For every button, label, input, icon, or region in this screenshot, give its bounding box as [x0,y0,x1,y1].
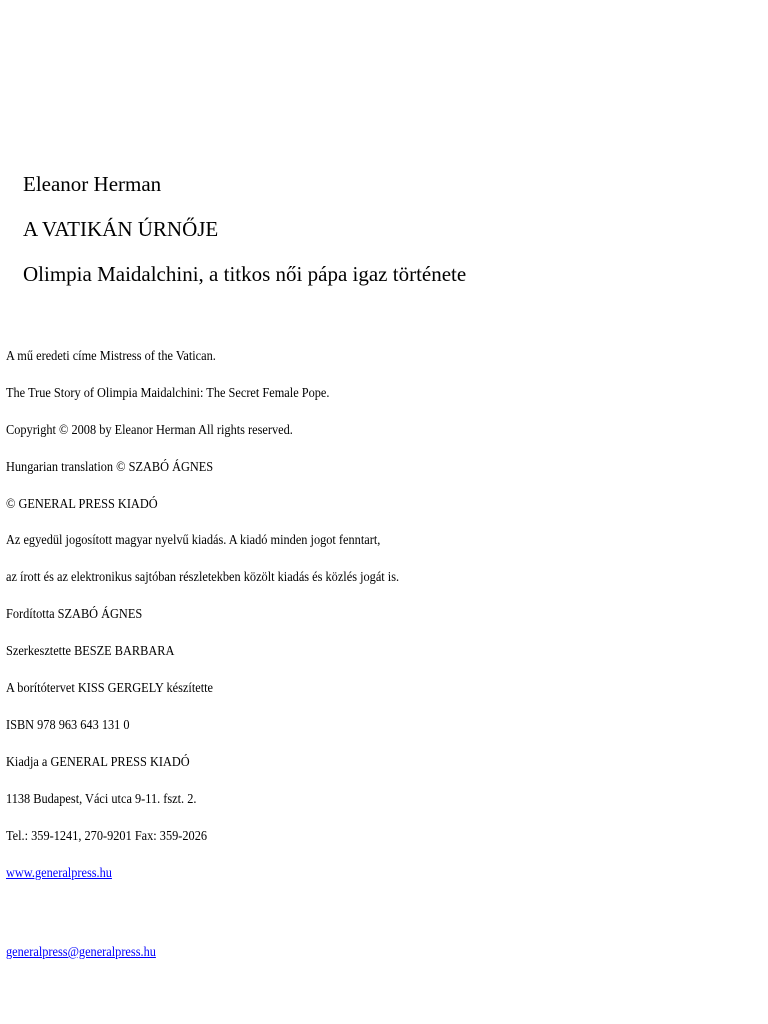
original-title-line: A mű eredeti címe Mistress of the Vatican. [6,349,216,364]
email-link[interactable]: generalpress@generalpress.hu [6,945,156,960]
isbn-line: ISBN 978 963 643 131 0 [6,717,130,733]
website-link[interactable]: www.generalpress.hu [6,866,112,881]
rights-line-1: Az egyedül jogosított magyar nyelvű kiadás. A kiadó minden jogot fenntart, [6,533,381,549]
address-line: 1138 Budapest, Váci utca 9-11. fszt. 2. [6,791,197,807]
publisher-line: Kiadja a GENERAL PRESS KIADÓ [6,754,190,770]
title-block [23,170,466,288]
rights-line-2: az írott és az elektronikus sajtóban részletekben közölt kiadás és közlés jogát is. [6,570,400,586]
author-name: Eleanor Herman [23,172,162,196]
translation-copyright-line: Hungarian translation © SZABÓ ÁGNES [6,459,214,475]
translator-line: Fordította SZABÓ ÁGNES [6,607,143,623]
book-title: A VATIKÁN ÚRNŐJE [23,217,219,241]
editor-line: Szerkesztette BESZE BARBARA [6,644,175,660]
copyright-line: Copyright © 2008 by Eleanor Herman All rights reserved. [6,422,293,438]
cover-designer-line: A borítótervet KISS GERGELY készítette [6,681,214,697]
colophon [6,346,453,862]
publisher-copyright-line: © GENERAL PRESS KIADÓ [6,496,158,512]
original-subtitle-line: The True Story of Olimpia Maidalchini: The Secret Female Pope. [6,385,330,401]
book-subtitle: Olimpia Maidalchini, a titkos női pápa igaz története [23,262,467,286]
phone-fax-line: Tel.: 359-1241, 270-9201 Fax: 359-2026 [6,828,208,844]
